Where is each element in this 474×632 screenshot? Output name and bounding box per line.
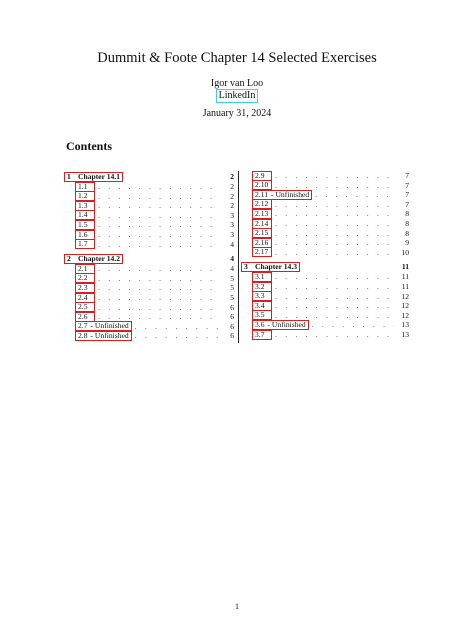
toc-page-number: 8 [405,209,409,219]
toc-page-number: 7 [405,171,409,180]
toc-page-number: 5 [230,283,234,293]
toc-subsection-entry [64,230,234,240]
toc-subsection-entry [241,320,409,330]
toc-entry-label: 1.6 [78,229,88,239]
toc-dot-leader [312,320,394,330]
toc-page-number: 3 [230,220,234,230]
toc-entry-label: 2.15 [255,228,269,238]
toc-page-number: 13 [401,320,409,330]
toc-subsection-entry [64,331,234,341]
toc-subsection-link[interactable] [252,199,272,209]
toc-entry-label: 2.12 [255,199,269,209]
toc-entry-label: 2.10 [255,180,269,190]
toc-subsection-entry [241,292,409,302]
toc-entry-label: 2.4 [78,292,88,302]
toc-subsection-link[interactable] [75,293,95,303]
toc-page-number: 6 [230,331,234,341]
toc-page-number: 2 [230,201,234,211]
toc-subsection-entry [64,201,234,211]
toc-subsection-link[interactable] [75,264,95,274]
toc-subsection-entry [64,303,234,313]
toc-entry-label: 1.1 [78,181,88,191]
toc-dot-leader [98,230,219,240]
toc-page-number: 4 [230,264,234,274]
toc-dot-leader [98,240,219,250]
toc-dot-leader [98,303,219,313]
toc-subsection-link[interactable] [252,282,272,292]
toc-subsection-link[interactable] [75,239,95,249]
toc-subsection-entry [241,209,409,219]
toc-entry-label: 1.4 [78,210,88,220]
toc-dot-leader [275,248,394,258]
toc-subsection-link[interactable] [252,180,272,190]
toc-section-number: 1 [67,172,71,181]
author-link-wrap [0,89,474,103]
toc-page-number: 11 [401,262,409,272]
toc-subsection-entry [241,282,409,292]
toc-subsection-link[interactable] [75,220,95,230]
toc-subsection-link[interactable] [252,320,309,330]
toc-subsection-entry [64,293,234,303]
toc-dot-leader [98,220,219,230]
toc-entry-label: 2.9 [255,170,265,180]
toc-entry-note: - Unfinished [267,319,306,329]
toc-subsection-entry [241,181,409,191]
toc-subsection-entry [241,200,409,210]
toc-section-entry [241,261,409,272]
toc-subsection-link[interactable] [252,238,272,248]
toc-dot-leader [98,283,219,293]
linkedin-link[interactable]: LinkedIn [216,89,259,103]
toc-entry-label: 2.6 [78,311,88,321]
toc-page-number: 5 [230,292,234,302]
toc-subsection-link[interactable] [75,182,95,192]
toc-dot-leader [275,282,394,292]
toc-subsection-entry [241,311,409,321]
document-date: January 31, 2024 [202,108,272,119]
toc-subsection-entry [241,330,409,340]
toc-right-column [241,171,409,340]
toc-entry-label: 1.3 [78,200,88,210]
toc-dot-leader [98,293,219,303]
toc-entry-label: 2.13 [255,208,269,218]
toc-entry-label: Chapter 14.1 [78,172,121,181]
toc-subsection-link[interactable] [75,210,95,220]
toc-page-number: 11 [401,281,409,291]
toc-page-number: 2 [230,182,234,191]
toc-dot-leader [275,272,394,282]
toc-subsection-entry [241,301,409,311]
page-number: 1 [235,602,239,611]
toc-subsection-link[interactable] [252,190,312,200]
toc-subsection-entry [241,219,409,229]
toc-entry-label: 1.5 [78,219,88,229]
toc-dot-leader [275,301,394,311]
toc-entry-label: 3.1 [255,271,265,281]
toc-subsection-entry [64,240,234,250]
toc-dot-leader [98,182,219,192]
toc-dot-leader [98,264,219,274]
toc-page-number: 9 [405,238,409,248]
toc-page-number: 2 [230,191,234,201]
toc-entry-label: 3.6 [255,319,265,329]
toc-page-number: 13 [401,329,409,339]
toc-section-entry [64,253,234,264]
toc-entry-label: 3.3 [255,291,265,301]
toc-subsection-link[interactable] [75,201,95,211]
toc-section-link[interactable] [241,262,300,272]
toc-entry-label: 2.3 [78,282,88,292]
toc-dot-leader [275,292,394,302]
document-title: Dummit & Foote Chapter 14 Selected Exercises [97,50,377,66]
toc-entry-label: 3.7 [255,329,265,339]
toc-subsection-entry [64,192,234,202]
toc-subsection-entry [241,229,409,239]
toc-subsection-entry [64,283,234,293]
toc-dot-leader [98,201,219,211]
toc-entry-label: 3.5 [255,310,265,320]
toc-entry-label: 2.1 [78,263,88,273]
toc-dot-leader [315,190,394,200]
toc-entry-note: - Unfinished [271,189,310,199]
toc-page-number: 3 [230,229,234,239]
author-name: Igor van Loo [210,78,264,89]
toc-section-link[interactable] [64,254,123,264]
toc-page-number: 3 [230,210,234,220]
toc-entry-label: 3.2 [255,281,265,291]
toc-dot-leader [275,229,394,239]
toc-entry-label: Chapter 14.3 [255,262,298,272]
toc-entry-label: 2.17 [255,247,269,257]
toc-dot-leader [275,311,394,321]
toc-page-number: 6 [230,312,234,322]
toc-entry-label: Chapter 14.2 [78,254,121,264]
toc-entry-note: - Unfinished [90,321,129,331]
toc-subsection-link[interactable] [252,330,272,340]
toc-page-number: 12 [401,301,409,311]
toc-subsection-link[interactable] [75,321,132,331]
toc-entry-label: 1.2 [78,191,88,201]
toc-entry-label: 2.2 [78,273,88,283]
toc-page-number: 8 [405,218,409,228]
toc-page-number: 2 [230,172,234,181]
toc-subsection-entry [241,248,409,258]
toc-dot-leader [275,209,394,219]
toc-subsection-link[interactable] [252,171,272,181]
toc-subsection-link[interactable] [252,247,272,257]
toc-dot-leader [98,211,219,221]
toc-subsection-link[interactable] [252,209,272,219]
toc-dot-leader [275,238,394,248]
toc-subsection-link[interactable] [75,273,95,283]
toc-dot-leader [135,331,219,341]
toc-entry-label: 2.14 [255,218,269,228]
toc-subsection-link[interactable] [75,312,95,322]
toc-page-number: 4 [230,239,234,249]
toc-subsection-entry [241,171,409,181]
toc-page-number: 12 [401,291,409,301]
toc-page-number: 7 [405,199,409,209]
toc-subsection-link[interactable] [252,291,272,301]
toc-dot-leader [275,181,394,191]
toc-subsection-entry [64,220,234,230]
toc-subsection-link[interactable] [75,283,95,293]
toc-section-number: 2 [67,254,71,264]
toc-dot-leader [275,330,394,340]
toc-entry-label: 2.7 [78,321,88,331]
toc-subsection-entry [241,272,409,282]
toc-subsection-link[interactable] [75,331,132,341]
toc-dot-leader [275,219,394,229]
toc-subsection-entry [64,264,234,274]
toc-entry-label: 1.7 [78,239,88,249]
toc-subsection-entry [64,322,234,332]
toc-section-number: 3 [244,262,248,272]
toc-entry-label: 2.11 [255,189,269,199]
toc-page-number: 11 [401,272,409,282]
toc-subsection-entry [64,182,234,192]
toc-page-number: 5 [230,273,234,283]
toc-page-number: 6 [230,321,234,331]
toc-left-column [64,171,234,341]
toc-page-number: 10 [401,247,409,257]
toc-page-number: 12 [401,310,409,320]
toc-page-number: 7 [405,180,409,190]
toc-subsection-entry [241,238,409,248]
toc-page-number: 6 [230,302,234,312]
toc-dot-leader [98,274,219,284]
toc-subsection-link[interactable] [252,228,272,238]
toc-subsection-link[interactable] [75,302,95,312]
toc-subsection-link[interactable] [75,230,95,240]
toc-subsection-link[interactable] [252,301,272,311]
toc-entry-label: 2.16 [255,237,269,247]
toc-page-number: 7 [405,190,409,200]
toc-subsection-entry [241,190,409,200]
toc-dot-leader [98,312,219,322]
toc-subsection-link[interactable] [252,310,272,320]
toc-page-number: 8 [405,228,409,238]
toc-entry-note: - Unfinished [90,330,129,340]
toc-subsection-link[interactable] [252,219,272,229]
toc-subsection-link[interactable] [75,191,95,201]
toc-entry-label: 3.4 [255,300,265,310]
toc-section-entry [64,171,234,182]
toc-dot-leader [98,192,219,202]
column-divider [238,171,239,343]
toc-subsection-entry [64,211,234,221]
toc-page-number: 4 [230,254,234,264]
toc-subsection-link[interactable] [252,272,272,282]
toc-subsection-entry [64,312,234,322]
toc-dot-leader [275,171,394,181]
toc-dot-leader [275,200,394,210]
contents-heading: Contents [66,139,113,153]
toc-entry-label: 2.8 [78,330,88,340]
toc-dot-leader [135,322,219,332]
toc-subsection-entry [64,274,234,284]
toc-section-link[interactable] [64,172,123,182]
toc-entry-label: 2.5 [78,302,88,312]
